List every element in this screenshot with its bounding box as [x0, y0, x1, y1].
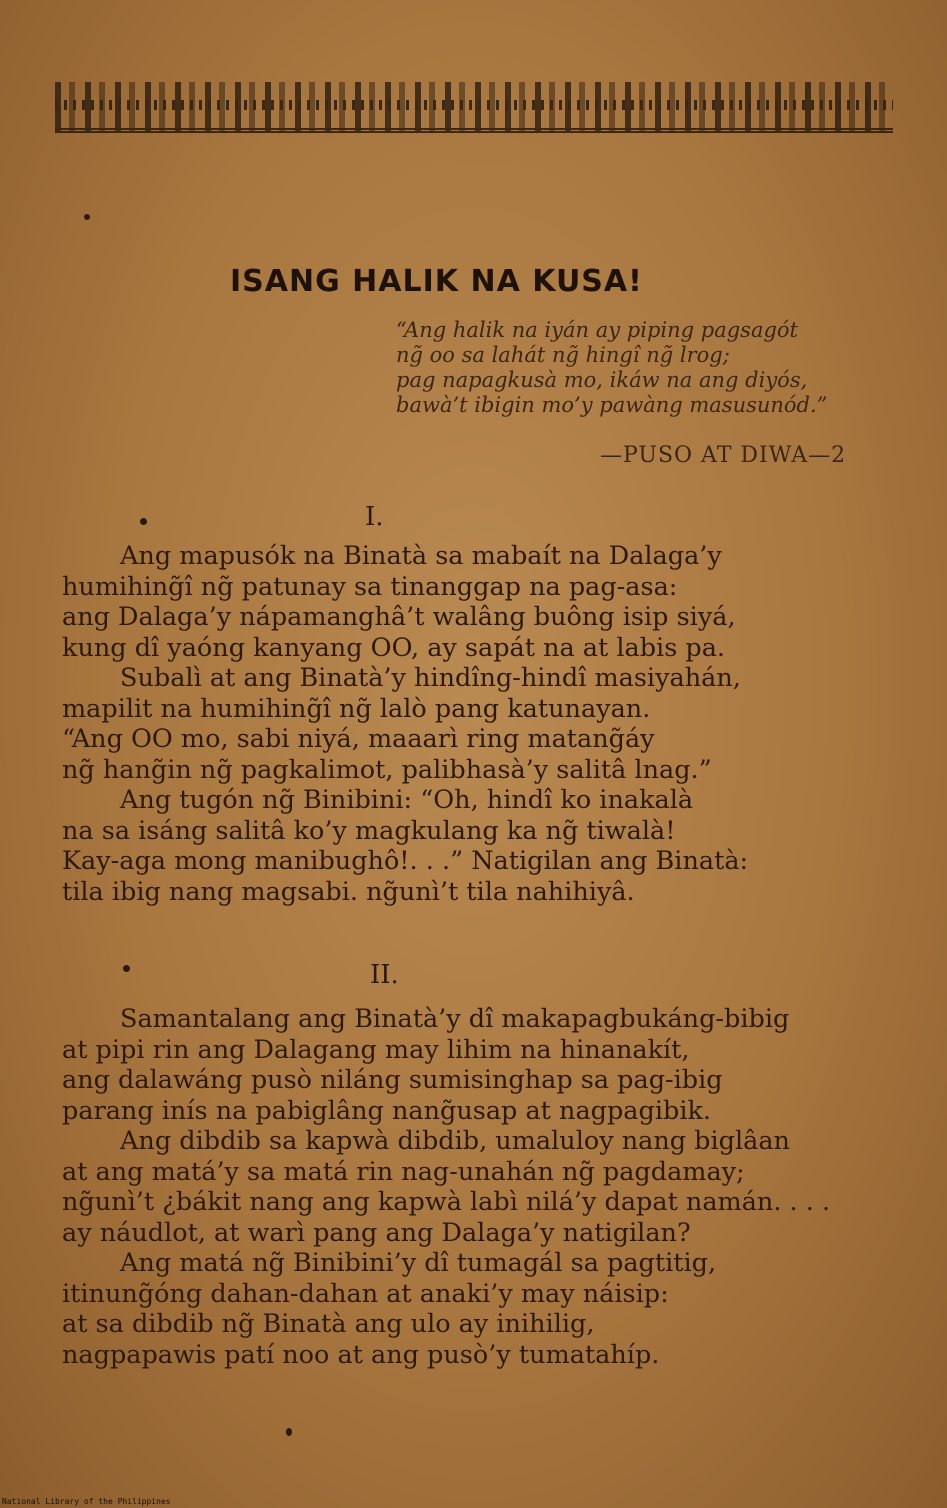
- verse-line: at sa dibdib ng̃ Binatà ang ulo ay inihilig,: [62, 1309, 595, 1339]
- section-number: II.: [370, 960, 399, 990]
- verse-line: ng̃unì’t ¿bákit nang ang kapwà labì nilá’y dapat namán. . . .: [62, 1187, 831, 1217]
- section-number: I.: [365, 502, 384, 532]
- ornamental-border: [55, 82, 893, 133]
- epigraph-line: pag napagkusà mo, ikáw na ang diyós,: [396, 368, 808, 392]
- verse-line: at ang matá’y sa matá rin nag-unahán ng̃ pagdamay;: [62, 1156, 745, 1187]
- verse-line: kung dî yaóng kanyang OO, ay sapát na at labis pa.: [62, 632, 726, 663]
- epigraph: [396, 318, 896, 418]
- epigraph-line: ng̃ oo sa lahát ng̃ hingî ng̃ lrog;: [396, 343, 730, 367]
- library-credit: National Library of the Philippines: [2, 1497, 171, 1506]
- verse-line: Ang mapusók na Binatà sa mabaít na Dalaga’y: [120, 541, 722, 571]
- ink-spot: [123, 965, 130, 972]
- verse-line: mapilit na humihing̃î ng̃ lalò pang katunayan.: [62, 693, 651, 724]
- verse-line: ang Dalaga’y nápamanghâ’t walâng buông isip siyá,: [62, 602, 736, 632]
- epigraph-line: “Ang halik na iyán ay piping pagsagót: [396, 318, 798, 342]
- stanza-section-2: [62, 1004, 912, 1370]
- verse-line: tila ibig nang magsabi. ng̃unì’t tila nahihiyâ.: [62, 876, 635, 907]
- verse-line: “Ang OO mo, sabi niyá, maaarì ring matang̃áy: [62, 724, 655, 754]
- verse-line: parang inís na pabiglâng nang̃usap at nagpagibik.: [62, 1095, 712, 1126]
- verse-line: Samantalang ang Binatà’y dî makapagbukáng-bibig: [120, 1004, 790, 1034]
- verse-line: at pipi rin ang Dalagang may lihim na hinanakít,: [62, 1034, 690, 1065]
- verse-line: ang dalawáng pusò niláng sumisinghap sa pag-ibig: [62, 1065, 723, 1095]
- verse-line: Ang tugón ng̃ Binibini: “Oh, hindî ko inakalà: [120, 785, 694, 815]
- verse-line: ng̃ hang̃in ng̃ pagkalimot, palibhasà’y salitâ lnag.”: [62, 754, 712, 785]
- epigraph-line: bawà’t ibigin mo’y pawàng masusunód.”: [396, 393, 828, 417]
- verse-line: itinung̃óng dahan-dahan at anaki’y may náisip:: [62, 1278, 669, 1309]
- verse-line: Kay-aga mong manibughô!. . .” Natigilan ang Binatà:: [62, 846, 749, 876]
- poem-title: ISANG HALIK NA KUSA!: [230, 264, 643, 299]
- ink-spot: [84, 214, 90, 220]
- verse-line: Ang dibdib sa kapwà dibdib, umaluloy nang biglâan: [120, 1126, 790, 1156]
- verse-line: na sa isáng salitâ ko’y magkulang ka ng̃ tiwalà!: [62, 815, 676, 846]
- verse-line: humihing̃î ng̃ patunay sa tinanggap na pag-asa:: [62, 571, 678, 602]
- stanza-section-1: [62, 541, 912, 907]
- ink-spot: [140, 518, 147, 525]
- verse-line: ay náudlot, at warì pang ang Dalaga’y natigilan?: [62, 1217, 691, 1248]
- verse-line: Subalì at ang Binatà’y hindîng-hindî masiyahán,: [120, 663, 741, 693]
- epigraph-attribution: —PUSO AT DIWA—2: [600, 443, 847, 468]
- verse-line: nagpapawis patí noo at ang pusò’y tumatahíp.: [62, 1339, 660, 1370]
- ink-spot: [286, 1428, 292, 1436]
- verse-line: Ang matá ng̃ Binibini’y dî tumagál sa pagtitig,: [120, 1248, 717, 1278]
